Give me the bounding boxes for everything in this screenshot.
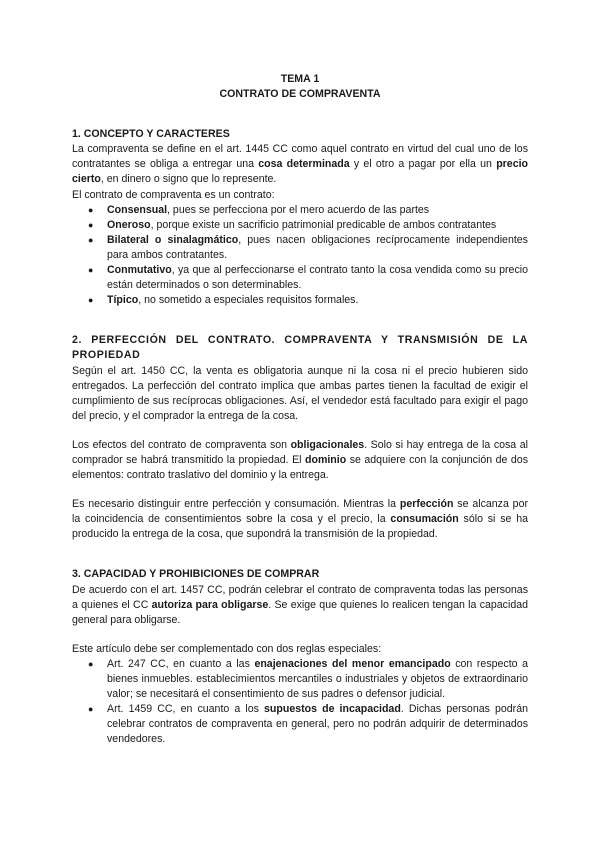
list-item: ● Oneroso, porque existe un sacrificio patrimonial predicable de ambos contratantes <box>72 218 528 233</box>
list-item: ● Conmutativo, ya que al perfeccionarse el contrato tanto la cosa vendida como su precio están determinados o son determinables. <box>88 264 528 292</box>
section-1-heading: 1. CONCEPTO Y CARACTERES <box>72 128 230 141</box>
section-2-paragraph-3: Es necesario distinguir entre perfección y consumación. Mientras la perfección se alcanza por la coincidencia de consentimientos sobre la cosa y el precio, la consumación sólo si se ha producido la entrega de la cosa, que supondrá la transmisión de la propiedad. <box>72 498 528 541</box>
list-item: ● Art. 1459 CC, en cuanto a los supuestos de incapacidad. Dichas personas podrán celebrar contratos de compraventa en general, pero no podrán adquirir de determinados vendedores. <box>88 703 528 746</box>
list-item: ● Art. 247 CC, en cuanto a las enajenaciones del menor emancipado con respecto a bienes inmuebles. establecimientos mercantiles o industriales y objetos de extraordinario valor; se necesitará el consentimiento de sus padres o defensor judicial. <box>88 657 528 701</box>
section-1-intro: El contrato de compraventa es un contrato: <box>72 188 275 201</box>
doc-title-tema: TEMA 1 <box>280 73 320 85</box>
section-3-paragraph-1: De acuerdo con el art. 1457 CC, podrán celebrar el contrato de compraventa todas las personas a quienes el CC autoriza para obligarse. Se exige que quienes lo realicen tengan la capacidad general para obligarse. <box>72 583 528 626</box>
list-item: ● Bilateral o sinalagmático, pues nacen obligaciones recíprocamente independientes para ambos contratantes. <box>88 233 528 261</box>
section-2-heading: 2. PERFECCIÓN DEL CONTRATO. COMPRAVENTA Y TRANSMISIÓN DE LA PROPIEDAD <box>72 334 528 362</box>
bullet-icon: ● <box>88 265 94 276</box>
document-page <box>72 72 528 747</box>
bullet-icon: ● <box>88 219 94 230</box>
bullet-icon: ● <box>88 234 94 245</box>
list-item: ● Consensual, pues se perfecciona por el mero acuerdo de las partes <box>72 203 528 218</box>
section-2-paragraph-1: Según el art. 1450 CC, la venta es obligatoria aunque ni la cosa ni el precio hubieren sido entregados. La perfección del contrato implica que ambas partes tienen la facultad de exigir el cumplimiento de sus recíprocas obligaciones. Así, el vendedor está facultado para exigir el pago del precio, y el comprador la entrega de la cosa. <box>72 364 528 422</box>
bullet-icon: ● <box>88 295 94 306</box>
section-1-list <box>72 203 528 309</box>
list-item: ● Típico, no sometido a especiales requisitos formales. <box>72 293 528 308</box>
section-2-paragraph-2: Los efectos del contrato de compraventa son obligacionales. Solo si hay entrega de la cosa al comprador se habrá transmitido la propiedad. El dominio se adquiere con la conjunción de dos elementos: contrato traslativo del dominio y la entrega. <box>72 438 528 482</box>
doc-title: CONTRATO DE COMPRAVENTA <box>219 88 381 101</box>
bullet-icon: ● <box>88 704 94 715</box>
section-3-paragraph-2: Este artículo debe ser complementado con dos reglas especiales: <box>72 642 382 655</box>
bullet-icon: ● <box>88 204 94 215</box>
section-3-list <box>72 657 528 748</box>
section-3-heading: 3. CAPACIDAD Y PROHIBICIONES DE COMPRAR <box>72 568 320 581</box>
bullet-icon: ● <box>88 658 94 669</box>
section-1-paragraph: La compraventa se define en el art. 1445 CC como aquel contrato en virtud del cual uno de los contratantes se obliga a entregar una cosa determinada y el otro a pagar por ella un precio cierto, en dinero o signo que lo represente. <box>72 143 528 186</box>
